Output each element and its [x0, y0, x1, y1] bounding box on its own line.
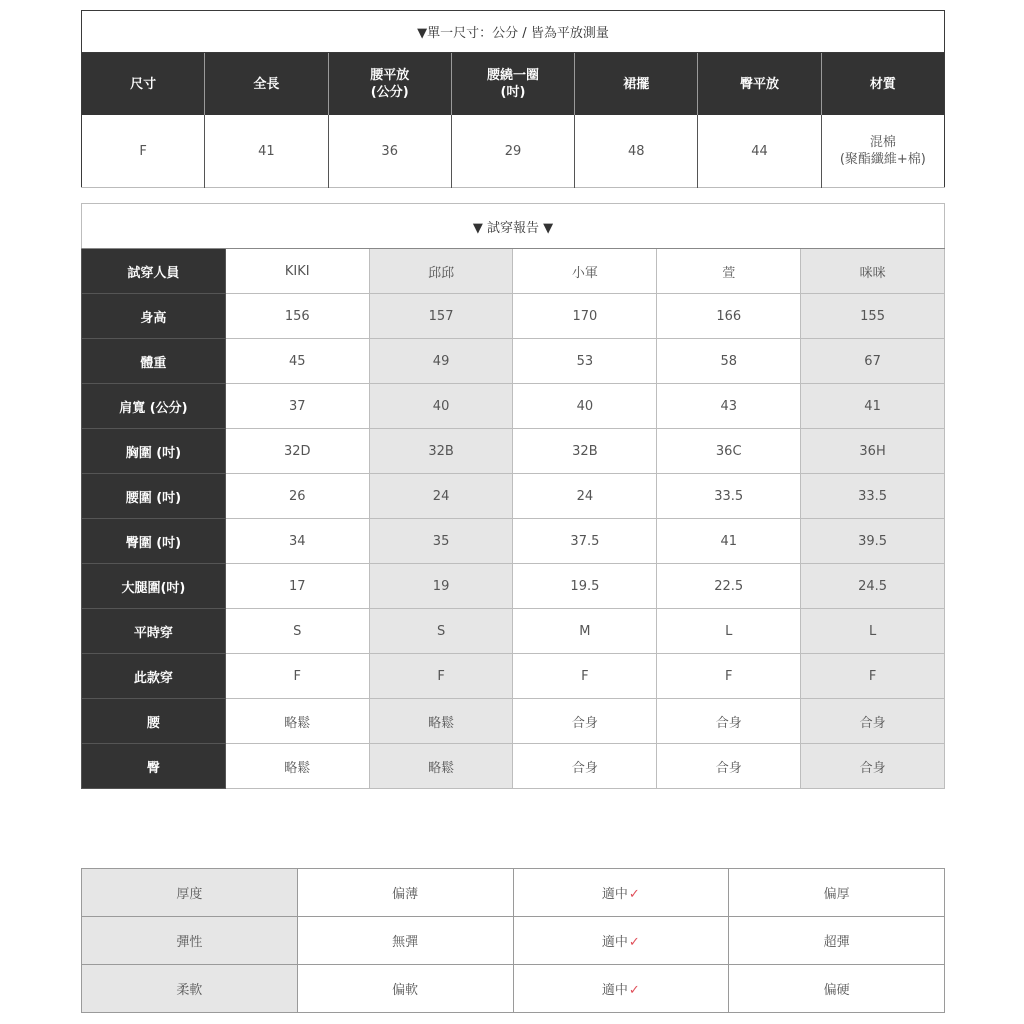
report-cell: 合身: [657, 744, 801, 789]
fabric-feel-row: [82, 917, 945, 965]
report-cell: 37: [225, 384, 369, 429]
report-cell: L: [801, 609, 945, 654]
report-cell: 22.5: [657, 564, 801, 609]
report-cell: 157: [369, 294, 513, 339]
report-cell: 32D: [225, 429, 369, 474]
report-cell: 58: [657, 339, 801, 384]
size-header-waist-around: [451, 53, 574, 116]
header-subline: (公分): [370, 85, 409, 100]
fabric-feel-label: 彈性: [82, 917, 298, 965]
report-row-label: 大腿圍(吋): [82, 564, 226, 609]
report-cell: 24: [369, 474, 513, 519]
report-cell: 155: [801, 294, 945, 339]
report-cell: 合身: [657, 699, 801, 744]
report-cell: 45: [225, 339, 369, 384]
fabric-feel-option: [729, 869, 945, 917]
report-cell: 小軍: [513, 249, 657, 294]
report-cell: L: [657, 609, 801, 654]
try-on-report-table: [81, 203, 945, 789]
cell-line: 29: [504, 143, 522, 159]
report-cell: 17: [225, 564, 369, 609]
size-cell: [451, 115, 574, 188]
report-row: [82, 744, 945, 789]
header-subline: (吋): [500, 85, 526, 100]
report-cell: 166: [657, 294, 801, 339]
report-row-label: 肩寬 (公分): [82, 384, 226, 429]
fabric-feel-label: 柔軟: [82, 965, 298, 1013]
report-row: [82, 474, 945, 519]
report-cell: 24.5: [801, 564, 945, 609]
fabric-feel-option-label: 偏厚: [823, 887, 850, 902]
report-row: [82, 339, 945, 384]
fabric-feel-option-label: 偏薄: [392, 887, 419, 902]
report-row-label: 腰圍 (吋): [82, 474, 226, 519]
report-cell: 36C: [657, 429, 801, 474]
fabric-feel-option: [729, 917, 945, 965]
report-row: [82, 564, 945, 609]
report-cell: 萱: [657, 249, 801, 294]
report-cell: 36H: [801, 429, 945, 474]
report-row: [82, 429, 945, 474]
size-chart-table: [81, 10, 945, 188]
fabric-feel-option-label: 超彈: [823, 935, 850, 950]
report-row-label: 臀圍 (吋): [82, 519, 226, 564]
cell-line: 36: [381, 143, 398, 159]
report-cell: 67: [801, 339, 945, 384]
fabric-feel-option: [513, 869, 729, 917]
checkmark-icon: ✓: [628, 935, 640, 950]
size-cell: [205, 115, 328, 188]
report-cell: 156: [225, 294, 369, 339]
cell-subline: (聚酯纖維+棉): [839, 152, 926, 167]
report-cell: 34: [225, 519, 369, 564]
size-cell: [328, 115, 451, 188]
fabric-feel-option: [513, 965, 729, 1013]
report-cell: 170: [513, 294, 657, 339]
fabric-feel-option-label: 無彈: [392, 935, 419, 950]
size-cell: [821, 115, 944, 188]
report-cell: 合身: [801, 699, 945, 744]
report-cell: 43: [657, 384, 801, 429]
size-header-size: [82, 53, 205, 116]
fabric-feel-option: [513, 917, 729, 965]
report-row: [82, 294, 945, 339]
report-row-label: 試穿人員: [82, 249, 226, 294]
fabric-feel-option: [297, 917, 513, 965]
report-cell: 邱邱: [369, 249, 513, 294]
report-row-label: 身高: [82, 294, 226, 339]
header-line: 臀平放: [740, 76, 780, 92]
report-cell: 53: [513, 339, 657, 384]
report-cell: KIKI: [225, 249, 369, 294]
header-line: 尺寸: [130, 76, 157, 92]
report-cell: 49: [369, 339, 513, 384]
report-row-label: 臀: [82, 744, 226, 789]
report-row-label: 此款穿: [82, 654, 226, 699]
report-cell: 合身: [513, 744, 657, 789]
report-row: [82, 609, 945, 654]
size-header-material: [821, 53, 944, 116]
cell-line: 48: [627, 143, 645, 159]
size-header-waist-flat: [328, 53, 451, 116]
report-cell: 39.5: [801, 519, 945, 564]
report-cell: 合身: [801, 744, 945, 789]
try-on-report-caption: ▼ 試穿報告 ▼: [82, 204, 945, 249]
cell-line: 41: [258, 143, 275, 159]
report-cell: 26: [225, 474, 369, 519]
report-cell: S: [369, 609, 513, 654]
report-cell: S: [225, 609, 369, 654]
size-cell: [575, 115, 698, 188]
fabric-feel-label: 厚度: [82, 869, 298, 917]
checkmark-icon: ✓: [628, 983, 640, 998]
fabric-feel-option-label: 偏軟: [392, 983, 419, 998]
header-line: 材質: [869, 76, 896, 92]
report-cell: F: [657, 654, 801, 699]
report-cell: 40: [513, 384, 657, 429]
report-cell: 略鬆: [369, 699, 513, 744]
size-cell: [698, 115, 821, 188]
report-cell: 合身: [513, 699, 657, 744]
fabric-feel-option-label: 適中: [601, 887, 628, 902]
size-header-hip-flat: [698, 53, 821, 116]
size-chart-header-row: [82, 53, 945, 116]
report-row: [82, 249, 945, 294]
report-cell: M: [513, 609, 657, 654]
fabric-feel-table: [81, 868, 945, 1013]
try-on-report-body: [82, 249, 945, 789]
checkmark-icon: ✓: [628, 887, 640, 902]
report-row-label: 腰: [82, 699, 226, 744]
cell-line: 44: [751, 143, 768, 159]
fabric-feel-option-label: 適中: [601, 983, 628, 998]
header-line: 腰平放: [370, 68, 410, 83]
fabric-feel-option-label: 偏硬: [823, 983, 850, 998]
size-header-hem: [575, 53, 698, 116]
report-cell: F: [369, 654, 513, 699]
report-cell: 略鬆: [369, 744, 513, 789]
fabric-feel-option: [297, 965, 513, 1013]
header-line: 腰繞一圈: [486, 68, 539, 83]
report-cell: 19: [369, 564, 513, 609]
report-cell: 40: [369, 384, 513, 429]
report-cell: 35: [369, 519, 513, 564]
size-cell: [82, 115, 205, 188]
report-cell: 41: [657, 519, 801, 564]
fabric-feel-row: [82, 869, 945, 917]
report-row: [82, 384, 945, 429]
fabric-feel-option: [729, 965, 945, 1013]
header-line: 全長: [253, 76, 280, 92]
report-cell: 咪咪: [801, 249, 945, 294]
report-row-label: 胸圍 (吋): [82, 429, 226, 474]
fabric-feel-body: [82, 869, 945, 1013]
size-chart-data-row: [82, 115, 945, 188]
report-row-label: 平時穿: [82, 609, 226, 654]
report-cell: 19.5: [513, 564, 657, 609]
cell-line: 混棉: [869, 135, 896, 150]
report-row: [82, 699, 945, 744]
report-row: [82, 654, 945, 699]
header-line: 裙擺: [623, 76, 650, 92]
fabric-feel-option: [297, 869, 513, 917]
report-cell: 略鬆: [225, 744, 369, 789]
report-cell: 32B: [513, 429, 657, 474]
report-cell: 32B: [369, 429, 513, 474]
report-row-label: 體重: [82, 339, 226, 384]
report-cell: 37.5: [513, 519, 657, 564]
report-cell: 33.5: [801, 474, 945, 519]
size-chart-caption: ▼單一尺寸：公分 / 皆為平放測量: [82, 11, 945, 53]
fabric-feel-option-label: 適中: [601, 935, 628, 950]
report-cell: 24: [513, 474, 657, 519]
fabric-feel-row: [82, 965, 945, 1013]
report-cell: F: [225, 654, 369, 699]
report-cell: 41: [801, 384, 945, 429]
report-cell: 33.5: [657, 474, 801, 519]
report-row: [82, 519, 945, 564]
report-cell: F: [513, 654, 657, 699]
cell-line: F: [139, 143, 147, 159]
report-cell: 略鬆: [225, 699, 369, 744]
report-cell: F: [801, 654, 945, 699]
size-header-length: [205, 53, 328, 116]
